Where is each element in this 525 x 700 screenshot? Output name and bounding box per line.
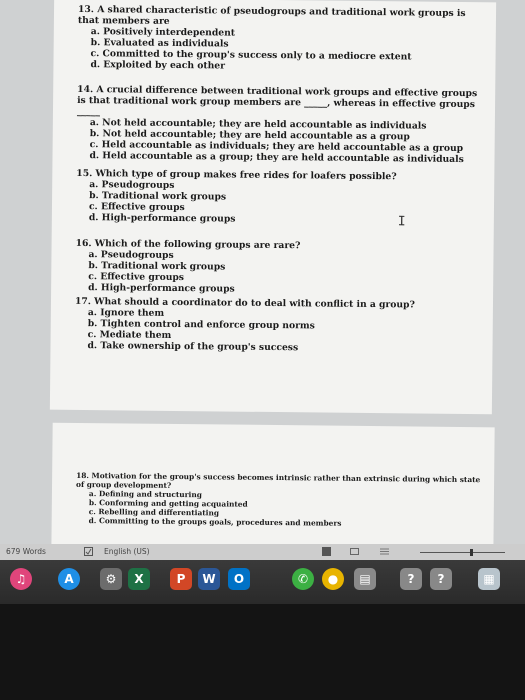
question-14 <box>76 84 487 165</box>
downloads-folder-icon[interactable]: ▦ <box>478 568 500 590</box>
language-indicator[interactable]: English (US) <box>104 547 150 556</box>
zoom-slider-handle[interactable] <box>470 549 473 556</box>
answer-option: c. Effective groups <box>88 201 185 214</box>
excel-icon[interactable]: X <box>128 568 150 590</box>
proofing-icon[interactable] <box>84 547 93 556</box>
answer-option: c. Effective groups <box>88 271 185 284</box>
answer-option: b. Tighten control and enforce group norms <box>87 318 315 332</box>
question-stem: 14. A crucial difference between traditional work groups and effective groups is that traditional work group members are _____, whereas in effective groups _____ <box>76 83 478 118</box>
answer-option: b. Traditional work groups <box>89 190 227 203</box>
answer-option: d. Exploited by each other <box>90 59 226 72</box>
answer-option: b. Conforming and getting acquainted <box>88 498 248 509</box>
facetime-icon[interactable]: ✆ <box>292 568 314 590</box>
preview-icon[interactable]: ▤ <box>354 568 376 590</box>
question-stem: 18. Motivation for the group's success becomes intrinsic rather than extrinsic during which state of group development? <box>76 470 481 490</box>
system-preferences-icon[interactable]: ⚙ <box>100 568 122 590</box>
document-page[interactable] <box>50 0 496 414</box>
zoom-slider[interactable] <box>420 552 505 553</box>
web-layout-view-icon[interactable] <box>380 547 389 556</box>
unknown-app-icon-1[interactable]: ? <box>400 568 422 590</box>
dock <box>0 560 525 604</box>
answer-option: c. Mediate them <box>87 329 172 341</box>
question-15 <box>76 167 487 230</box>
word-count[interactable]: 679 Words <box>6 547 46 556</box>
status-bar <box>0 544 525 560</box>
answer-option: b. Evaluated as individuals <box>90 37 229 50</box>
chrome-icon[interactable]: ● <box>322 568 344 590</box>
answer-option: c. Rebelling and differentiating <box>88 507 220 518</box>
unknown-app-icon-2[interactable]: ? <box>430 568 452 590</box>
answer-option: d. Committing to the groups goals, procedures and members <box>88 516 342 528</box>
powerpoint-icon[interactable]: P <box>170 568 192 590</box>
focus-mode-icon[interactable] <box>350 547 359 556</box>
question-18 <box>76 471 487 529</box>
answer-option: d. High-performance groups <box>88 282 235 295</box>
answer-option: a. Positively interdependent <box>90 26 236 39</box>
answer-option: a. Defining and structuring <box>88 489 202 500</box>
answer-option: c. Committed to the group's success only to a mediocre extent <box>90 48 412 63</box>
answer-option: d. Take ownership of the group's success <box>87 340 299 354</box>
answer-option: b. Not held accountable; they are held accountable as a group <box>89 128 410 143</box>
answer-option: a. Pseudogroups <box>88 249 174 261</box>
answer-option: a. Pseudogroups <box>89 179 175 191</box>
question-17 <box>74 296 485 355</box>
answer-option: a. Not held accountable; they are held accountable as individuals <box>89 117 427 132</box>
document-page[interactable] <box>51 423 494 558</box>
question-16 <box>75 238 486 297</box>
print-layout-view-icon[interactable] <box>322 547 331 556</box>
text-cursor-icon: I <box>397 214 406 230</box>
question-stem: 15. Which type of group makes free rides for loafers possible? <box>76 167 397 183</box>
answer-option: a. Ignore them <box>87 307 165 319</box>
itunes-icon[interactable]: ♫ <box>10 568 32 590</box>
question-stem: 16. Which of the following groups are rare? <box>75 237 301 252</box>
screen-bezel <box>0 604 525 700</box>
word-icon[interactable]: W <box>198 568 220 590</box>
app-store-icon[interactable]: A <box>58 568 80 590</box>
answer-option: d. High-performance groups <box>88 212 236 225</box>
answer-option: c. Held accountable as individuals; they are held accountable as a group <box>89 139 464 154</box>
outlook-icon[interactable]: O <box>228 568 250 590</box>
question-13 <box>77 4 488 74</box>
answer-option: b. Traditional work groups <box>88 260 226 273</box>
answer-option: d. Held accountable as a group; they are held accountable as individuals <box>89 150 464 165</box>
question-stem: 17. What should a coordinator do to deal with conflict in a group? <box>74 295 415 311</box>
question-stem: 13. A shared characteristic of pseudogroups and traditional work groups is that members are <box>77 3 466 27</box>
